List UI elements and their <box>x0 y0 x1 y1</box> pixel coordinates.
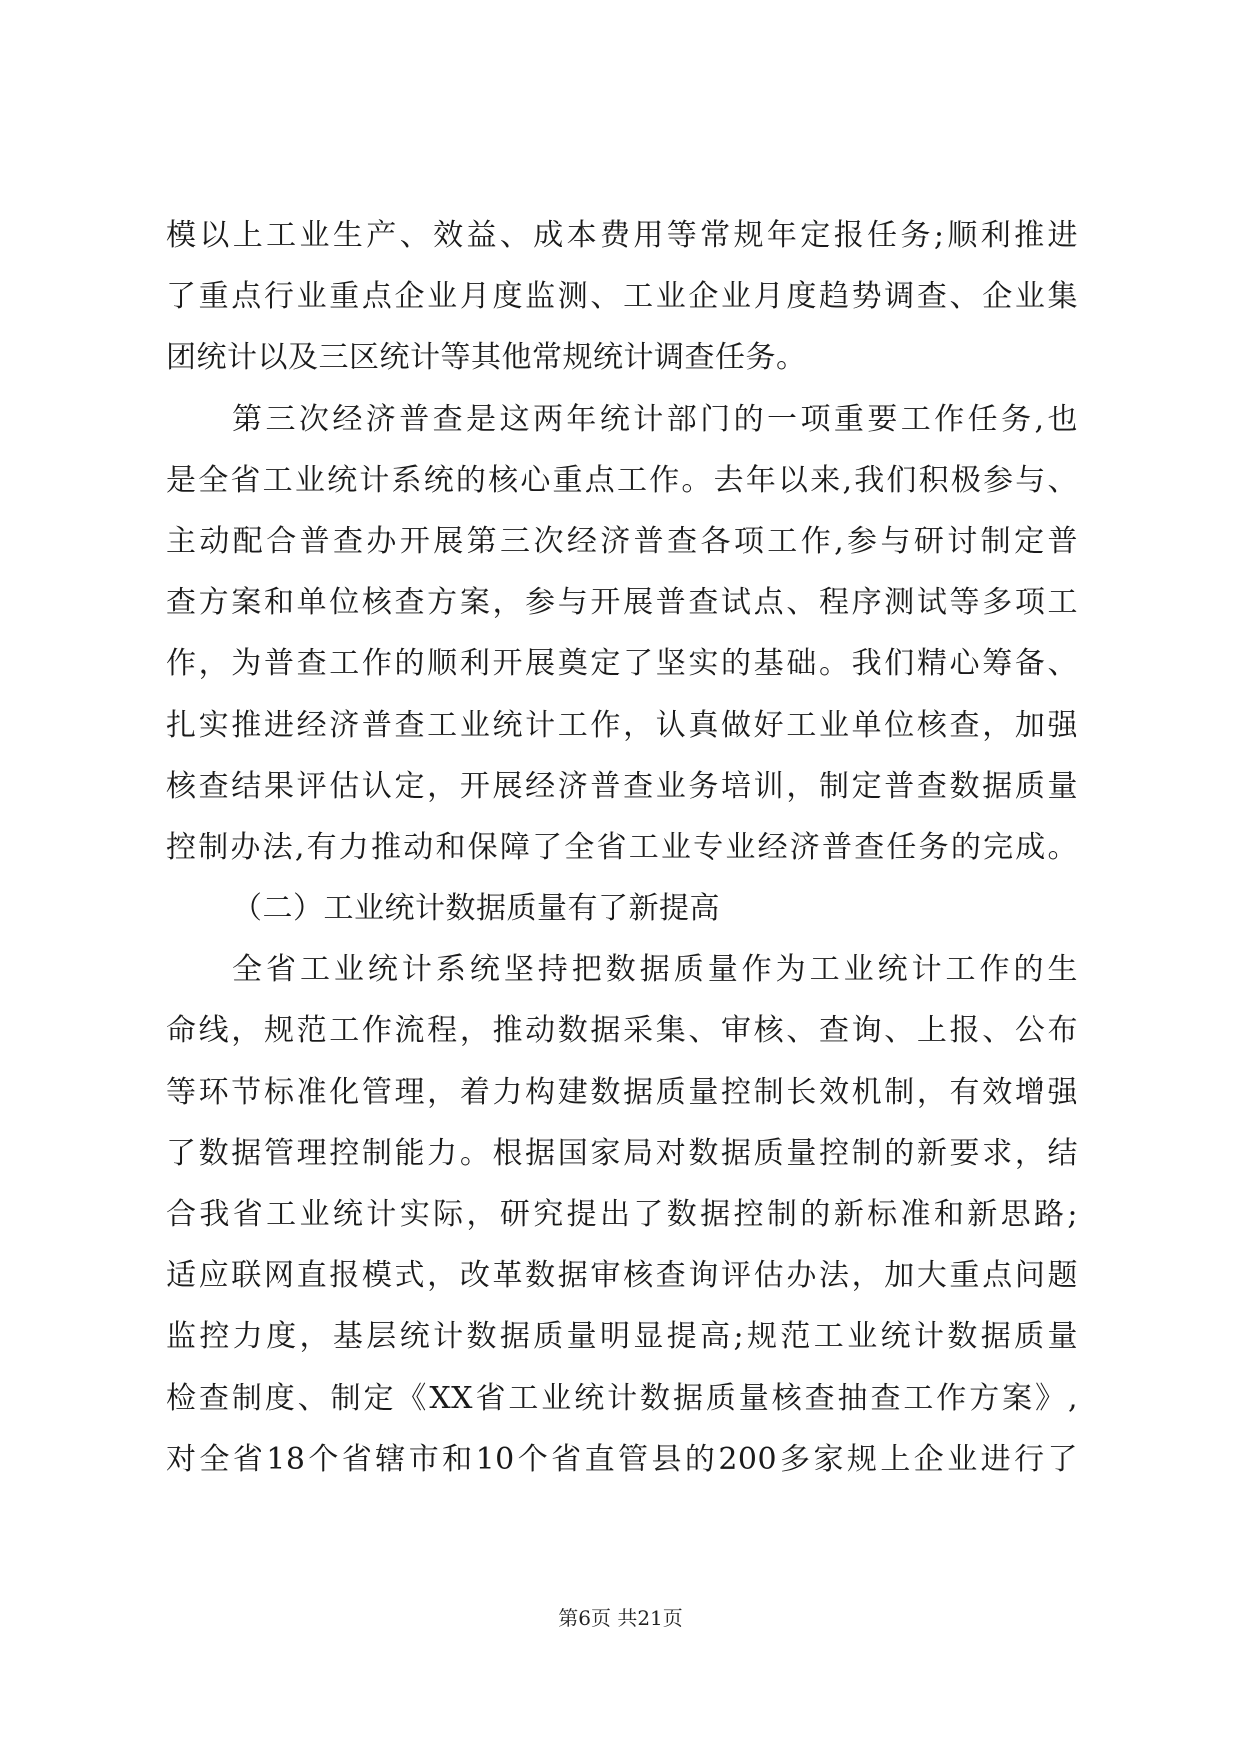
text-line: 等环节标准化管理，着力构建数据质量控制长效机制，有效增强 <box>166 1074 1078 1110</box>
paragraph-2 <box>166 389 1078 879</box>
text-line: 对全省18个省辖市和10个省直管县的200多家规上企业进行了 <box>166 1441 1078 1477</box>
section-heading <box>166 878 1078 939</box>
text-line: 是全省工业统计系统的核心重点工作。去年以来,我们积极参与、 <box>166 462 1078 498</box>
page-number-footer: 第6页 共21页 <box>558 1606 683 1630</box>
text-line: 查方案和单位核查方案，参与开展普查试点、程序测试等多项工 <box>166 585 1078 621</box>
text-line: 核查结果评估认定，开展经济普查业务培训，制定普查数据质量 <box>166 768 1078 804</box>
text-line: 主动配合普查办开展第三次经济普查各项工作,参与研讨制定普 <box>166 523 1078 559</box>
section-heading-text: （二）工业统计数据质量有了新提高 <box>232 891 720 927</box>
text-line: 模以上工业生产、效益、成本费用等常规年定报任务;顺利推进 <box>166 218 1078 253</box>
text-line: 全省工业统计系统坚持把数据质量作为工业统计工作的生 <box>232 952 1078 988</box>
paragraph-1 <box>166 205 1078 389</box>
text-line: 检查制度、制定《XX省工业统计数据质量核查抽查工作方案》, <box>166 1380 1078 1416</box>
text-line: 扎实推进经济普查工业统计工作，认真做好工业单位核查，加强 <box>166 707 1078 743</box>
text-line: 了数据管理控制能力。根据国家局对数据质量控制的新要求，结 <box>166 1135 1078 1171</box>
text-line: 合我省工业统计实际，研究提出了数据控制的新标准和新思路; <box>166 1197 1078 1232</box>
text-line: 了重点行业重点企业月度监测、工业企业月度趋势调查、企业集 <box>166 279 1078 315</box>
text-line: 第三次经济普查是这两年统计部门的一项重要工作任务,也 <box>232 401 1078 437</box>
paragraph-3 <box>166 939 1078 1490</box>
text-line: 监控力度，基层统计数据质量明显提高;规范工业统计数据质量 <box>166 1319 1078 1355</box>
body-text <box>166 205 1078 1490</box>
text-line: 控制办法,有力推动和保障了全省工业专业经济普查任务的完成。 <box>166 829 1078 865</box>
text-line: 适应联网直报模式，改革数据审核查询评估办法，加大重点问题 <box>166 1258 1078 1294</box>
text-line: 团统计以及三区统计等其他常规统计调查任务。 <box>166 340 807 376</box>
text-line: 作，为普查工作的顺利开展奠定了坚实的基础。我们精心筹备、 <box>166 646 1078 682</box>
text-line: 命线，规范工作流程，推动数据采集、审核、查询、上报、公布 <box>166 1013 1078 1049</box>
